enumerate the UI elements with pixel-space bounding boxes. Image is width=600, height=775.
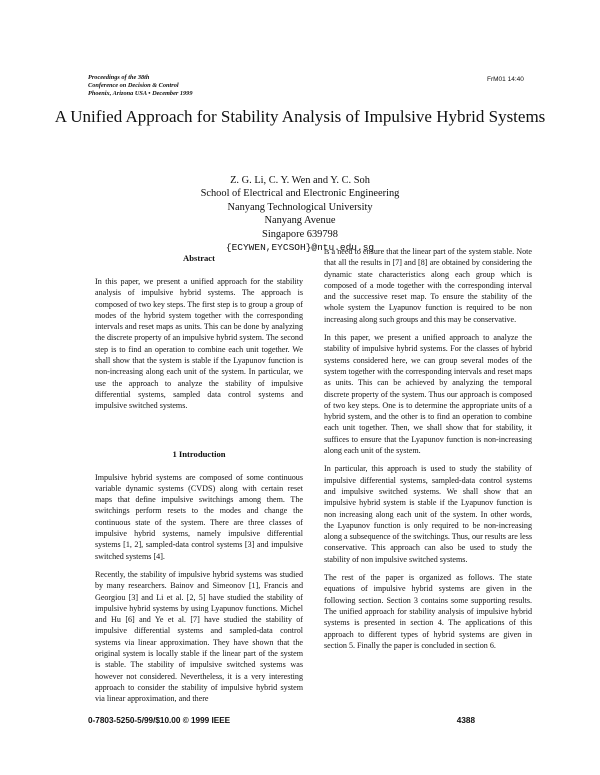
proceedings-line: Phoenix, Arizona USA • December 1999	[88, 90, 193, 97]
affiliation-line: Nanyang Avenue	[264, 215, 336, 227]
abstract-text: In this paper, we present a unified approach for the stability analysis of impulsive hybrid systems. The approach is composed of two key steps. The first step is to group a group of modes of the hybrid system together with the corresponding intervals and reset maps as units. This can be done by analyzing the discrete property of an impulsive hybrid system. The second step is to find an operation to combine each unit together. We shall show that the system is stable if the Lyapunov function is non-increasing along each unit of the system. In particular, we use the approach to analyze the stability of impulsive differential systems, sampled data control systems and impulsive switched systems.	[95, 277, 303, 411]
abstract-heading: Abstract	[183, 253, 215, 263]
session-code: FrM01 14:40	[487, 76, 524, 83]
author-names: Z. G. Li, C. Y. Wen and Y. C. Soh	[230, 175, 370, 186]
body-paragraph: is a need to ensure that the linear part of the system stable. Note that all the results in [7] and [8] are obtained by considering the dynamic state characteristics along each group which is composed of a mode together with the corresponding interval and the successive reset map. To ensure the stability of the whole system the Lyapunov function is required to be non increasing along such groups and this may be conservative.	[324, 247, 532, 324]
body-paragraph: In particular, this approach is used to study the stability of impulsive differential systems, sampled-data control systems and impulsive switched systems. We shall show that an impulsive hybrid system is stable if the Lyapunov function is non increasing along each unit of the system. In other words, the Lyapunov function is only required to be non-increasing along a subsequence of the switchings. Thus, our results are less conservative. This approach can also be used to study the stability of non impulsive switched systems.	[324, 464, 532, 564]
author-block	[100, 174, 500, 254]
page-footer	[88, 716, 475, 746]
proceedings-header	[88, 74, 192, 98]
copyright-footer: 0-7803-5250-5/99/$10.00 © 1999 IEEE	[88, 715, 231, 725]
body-paragraph: Recently, the stability of impulsive hybrid systems was studied by many researchers. Bainov and Simeonov [1], Francis and Georgiou [3] and Li et al. [2, 5] have studied the stability of impulsive hybrid systems by using Lyapunov functions. Michel and Hu [6] and Ye et al. [7] have studied the stability of impulsive differential systems and sampled-data control systems via linear approximation. They have shown that the original system is locally stable if the linear part of the system is stable. The stability of impulsive switched systems was however not considered. Nevertheless, it is a very interesting approach to consider the stability of impulsive hybrid system via linear approximation, and there	[95, 569, 303, 704]
body-paragraph: In this paper, we present a unified approach to analyze the stability of impulsive hybrid systems. For the classes of hybrid systems considered here, we can group several modes of the system together with the corresponding intervals and reset maps as units. This can be achieved by analyzing the temporal discrete property of the system. Thus our approach is composed of two key steps. One is to determine the appropriate units of a hybrid system, and the other is to find an operation to combine each unit together. Then, we shall show that for stability, it suffices to ensure that the Lyapunov function is non-increasing along each unit of the system.	[324, 333, 532, 456]
proceedings-line: Proceedings of the 38th	[88, 74, 150, 81]
proceedings-line: Conference on Decision & Control	[88, 82, 179, 89]
page-number: 4388	[456, 715, 475, 725]
author-email: {ECYWEN,EYCSOH}@ntu.edu.sg	[225, 242, 375, 254]
left-column	[95, 246, 303, 712]
affiliation-line: Singapore 639798	[262, 228, 338, 240]
body-paragraph: The rest of the paper is organized as follows. The state equations of impulsive hybrid systems are given in the following section. Section 3 contains some supporting results. The unified approach for stability analysis of impulsive hybrid systems is presented in section 4. The applications of this approach to different types of hybrid systems are given in section 5. Finally the paper is concluded in section 6.	[324, 573, 532, 650]
body-paragraph: Impulsive hybrid systems are composed of some continuous variable dynamic systems (CVDS) along with certain reset maps that define impulsive switchings among them. The switchings perform resets to the modes and change the continuous state of the system. There are three classes of impulsive hybrid systems, namely impulsive differential systems [1, 2], sampled-data control systems [3] and impulsive switched systems [4].	[95, 472, 303, 561]
introduction-heading: 1 Introduction	[172, 448, 226, 459]
right-column	[324, 246, 532, 712]
paper-title: A Unified Approach for Stability Analysis of Impulsive Hybrid Systems	[54, 107, 546, 126]
affiliation-line: Nanyang Technological University	[227, 201, 373, 213]
paper-body	[88, 246, 532, 746]
affiliation-line: School of Electrical and Electronic Engineering	[200, 188, 400, 200]
